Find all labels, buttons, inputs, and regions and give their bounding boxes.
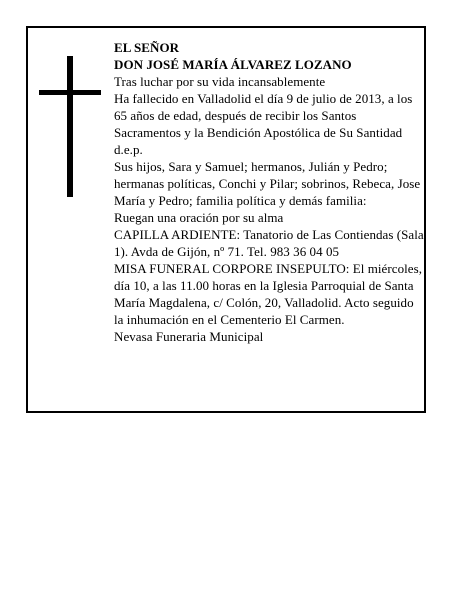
obituary-text — [114, 39, 424, 345]
cross-horizontal-bar — [39, 90, 101, 95]
funeral-mass-info: MISA FUNERAL CORPORE INSEPULTO: El miércoles, día 10, a las 11.00 horas en la Iglesia Parroquial de Santa María Magdalena, c/ Colón, 20, Valladolid. Acto seguido la inhumación en el Cementerio El Carmen. — [114, 261, 423, 327]
funeral-home: Nevasa Funeraria Municipal — [114, 329, 264, 344]
deceased-name: DON JOSÉ MARÍA ÁLVAREZ LOZANO — [114, 57, 352, 72]
title-line-1: EL SEÑOR — [114, 40, 180, 55]
chapel-info: CAPILLA ARDIENTE: Tanatorio de Las Contiendas (Sala 1). Avda de Gijón, nº 71. Tel. 983 36 04 05 — [114, 227, 424, 259]
obituary-notice — [26, 26, 426, 413]
rip-abbreviation: d.e.p. — [114, 142, 143, 157]
intro-line: Tras luchar por su vida incansablemente — [114, 74, 326, 89]
death-announcement: Ha fallecido en Valladolid el día 9 de julio de 2013, a los 65 años de edad, después de recibir los Santos Sacramentos y la Bendición Apostólica de Su Santidad — [114, 91, 413, 140]
family-list: Sus hijos, Sara y Samuel; hermanos, Julián y Pedro; hermanas políticas, Conchi y Pilar; sobrinos, Rebeca, Jose María y Pedro; familia política y demás familia: — [114, 159, 421, 208]
prayer-request: Ruegan una oración por su alma — [114, 210, 284, 225]
cross-vertical-bar — [67, 56, 73, 197]
